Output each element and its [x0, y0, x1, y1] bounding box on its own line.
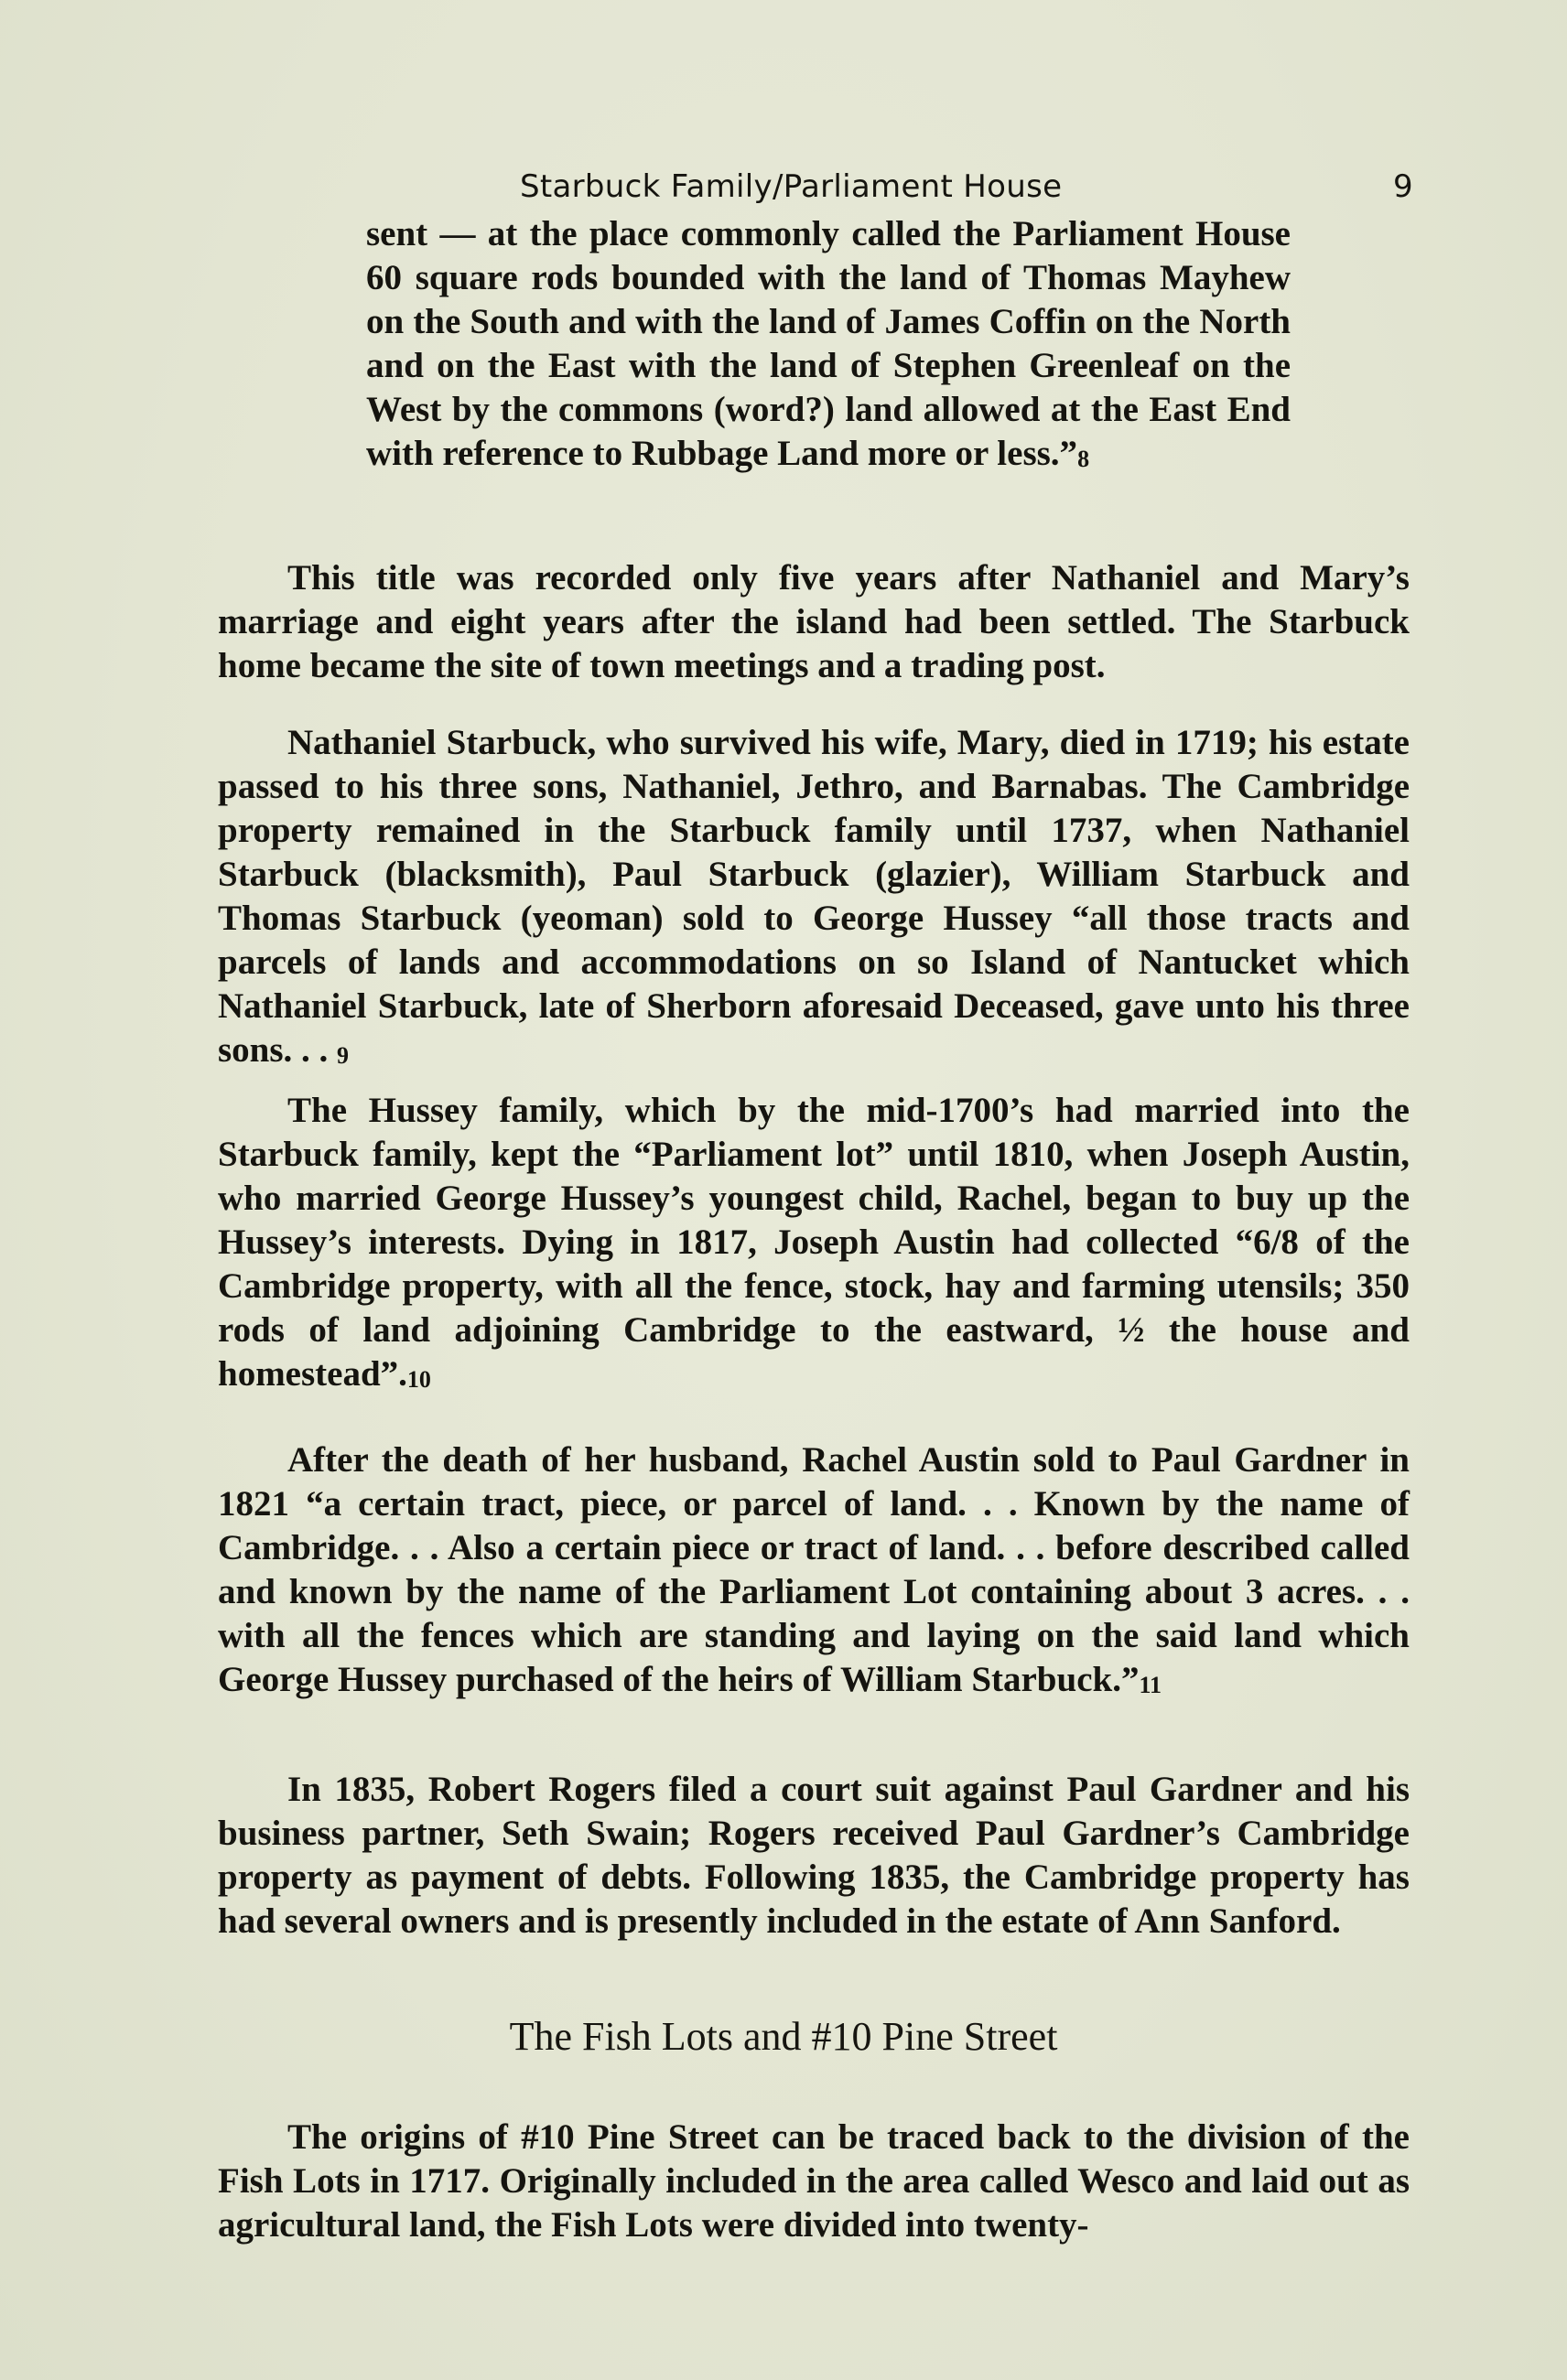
paragraph-starbuck-estate — [218, 721, 1410, 1078]
paragraph-title-recorded — [218, 556, 1410, 688]
paragraph-text: After the death of her husband, Rachel Austin sold to Paul Gardner in 1821 “a certain tract, piece, or parcel of land. . . Known by the name of Cambridge. . . Also a certain piece or tract of land. . . before described called and known by the name of the Parliament Lot containing about 3 acres. . . with all the fences which are standing and laying on the said land which George Hussey purchased of the heirs of William Starbuck.” — [218, 1440, 1410, 1699]
footnote-ref-8: 8 — [1077, 446, 1090, 472]
paragraph-text: In 1835, Robert Rogers filed a court suit against Paul Gardner and his business partner, Seth Swain; Rogers received Paul Gardner’s Cambridge property as payment of debts. Following 1835, the Cambridge property has had several owners and is presently included in the estate of Ann Sanford. — [218, 1770, 1410, 1941]
paragraph-fish-lots — [218, 2116, 1410, 2247]
paragraph-robert-rogers — [218, 1768, 1410, 1944]
paragraph-text: The Hussey family, which by the mid-1700’s had married into the Starbuck family, kept the “Parliament lot” until 1810, when Joseph Austin, who married George Hussey’s youngest child, Rachel, began to buy up the Hussey’s interests. Dying in 1817, Joseph Austin had collected “6/8 of the Cambridge property, with all the fence, stock, hay and farming utensils; 350 rods of land adjoining Cambridge to the eastward, ½ the house and homestead”. — [218, 1091, 1410, 1394]
running-head: Starbuck Family/Parliament House — [520, 168, 1063, 205]
section-heading: The Fish Lots and #10 Pine Street — [509, 2014, 1058, 2059]
footnote-ref-11: 11 — [1139, 1672, 1162, 1698]
paragraph-text: Nathaniel Starbuck, who survived his wife, Mary, died in 1719; his estate passed to his three sons, Nathaniel, Jethro, and Barnabas. The Cambridge property remained in the Starbuck family until 1737, when Nathaniel Starbuck (blacksmith), Paul Starbuck (glazier), William Starbuck and Thomas Starbuck (yeoman) sold to George Hussey “all those tracts and parcels of lands and accommodations on so Island of Nantucket which Nathaniel Starbuck, late of Sherborn aforesaid Deceased, gave unto his three sons. . . — [218, 723, 1410, 1070]
block-quote — [366, 212, 1291, 481]
footnote-ref-9: 9 — [337, 1042, 350, 1069]
page-number: 9 — [1393, 168, 1413, 205]
block-quote-text: sent — at the place commonly called the Parliament House 60 square rods bounded with the land of Thomas Mayhew on the South and with the land of James Coffin on the North and on the East with the land of Stephen Greenleaf on the West by the commons (word?) land allowed at the East End with reference to Rubbage Land more or less.” — [366, 214, 1291, 473]
paragraph-hussey-family — [218, 1089, 1410, 1402]
paragraph-text: This title was recorded only five years after Nathaniel and Mary’s marriage and eight years after the island had been settled. The Starbuck home became the site of town meetings and a trading post. — [218, 558, 1410, 685]
paragraph-text: The origins of #10 Pine Street can be traced back to the division of the Fish Lots in 1717. Originally included in the area called Wesco and laid out as agricultural land, the Fish Lots were divided into twenty- — [218, 2117, 1410, 2245]
paragraph-rachel-austin — [218, 1438, 1410, 1707]
footnote-ref-10: 10 — [406, 1366, 431, 1393]
